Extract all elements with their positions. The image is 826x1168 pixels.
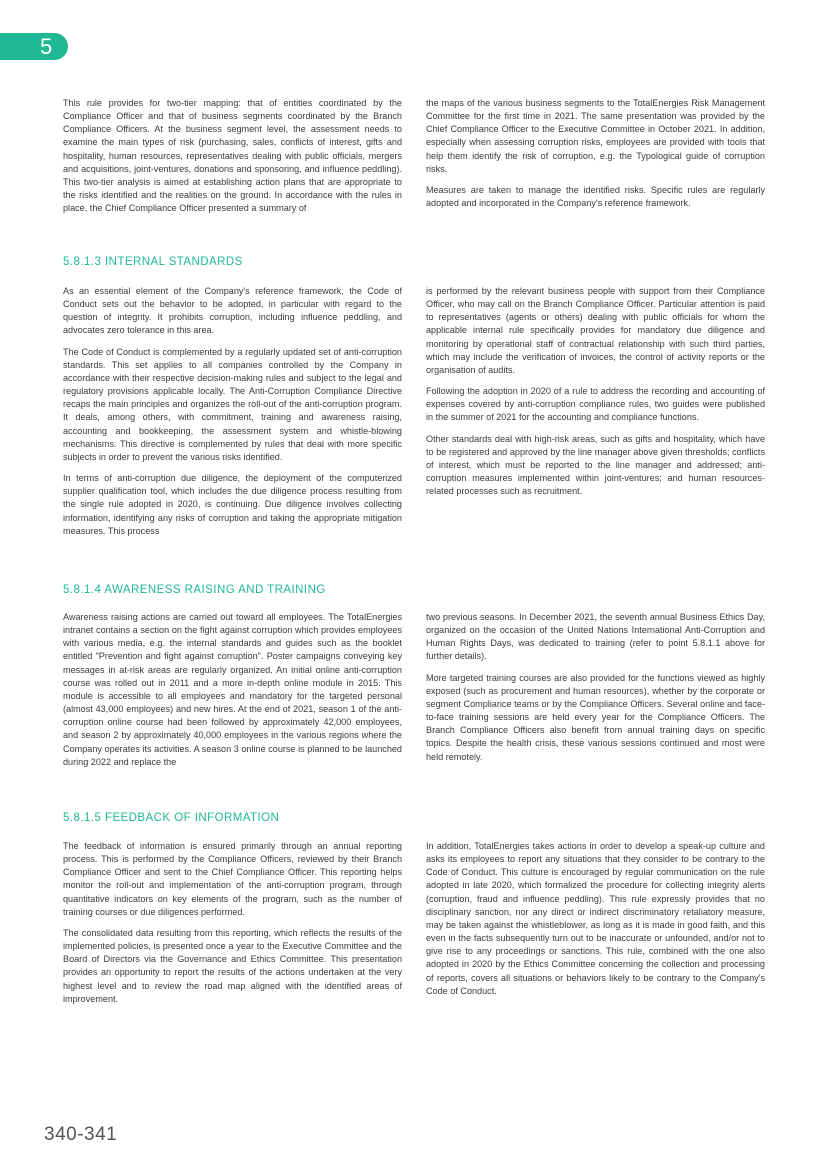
paragraph: The consolidated data resulting from this reporting, which reflects the results of the implemented policies, is presented once a year to the Executive Committee and the Board of Directors via the Governance and Ethics Committee. This presentation provides an opportunity to report the results of the actions undertaken at the very highest level and to review the road map aligned with the identified areas of improvement. — [63, 927, 402, 1004]
paragraph: The Code of Conduct is complemented by a regularly updated set of anti-corruption standards. This set applies to all companies controlled by the Company in accordance with their respective decision-making rules and subject to the legal and regulatory provisions applicable locally. The Anti-Corruption Compliance Directive recaps the main principles and organizes the roll-out of the anti-corruption program. It deals, among others, with commitment, training and awareness raising, accounting and bookkeeping, the assessment system and whistle-blowing mechanisms. This directive is complemented by rules that deal with more specific subjects in order to prevent the various risks identified. — [63, 346, 402, 462]
section-feedback-information — [63, 840, 765, 1014]
section-internal-standards — [63, 285, 765, 546]
paragraph: two previous seasons. In December 2021, the seventh annual Business Ethics Day, organized on the occasion of the United Nations International Anti-Corruption and Human Rights Days, was dedicated to training (refer to point 5.8.1.1 above for further details). — [426, 612, 765, 662]
paragraph: Other standards deal with high-risk areas, such as gifts and hospitality, which have to be registered and approved by the line manager above given thresholds; conflicts of interest, which must be reported to the line manager and addressed; anti-corruption measures implemented within joint-ventures; and human resources-related processes such as recruitment. — [426, 433, 765, 497]
left-column — [63, 611, 402, 777]
paragraph: As an essential element of the Company's reference framework, the Code of Conduct sets out the behavior to be adopted, in particular with regard to the question of integrity. It prohibits corruption, including influence peddling, and advocates zero tolerance in this area. — [63, 286, 402, 336]
intro-block — [63, 97, 765, 223]
chapter-tab: 5 — [0, 33, 68, 60]
right-column — [426, 611, 765, 777]
intro-right-column — [426, 97, 765, 223]
paragraph: Awareness raising actions are carried out toward all employees. The TotalEnergies intranet contains a section on the fight against corruption which provides employees with various media, e.g. the internal standards and guides such as the booklet entitled "Prevention and fight against corruption". Poster campaigns conveying key messages in at-risk areas are regularly organized. An initial online anti-corruption course was rolled out in 2011 and a more in-depth online module in 2015. This module is accessible to all employees and mandatory for the targeted personal (almost 43,000 employees) and new hires. At the end of 2021, season 1 of the anti-corruption online course had been followed by approximately 42,000 employees, and season 2 by approximately 40,000 employees in the various regions where the Company operates its activities. A season 3 online course is planned to be launched during 2022 and replace the — [63, 612, 402, 767]
paragraph: In addition, TotalEnergies takes actions in order to develop a speak-up culture and asks its employees to report any situations that they consider to be contrary to the Code of Conduct. This culture is encouraged by regular communication on the rule adopted in late 2020, which formalized the procedure for collecting integrity alerts (corruption, fraud and influence peddling). This rule expressly provides that no disciplinary sanction, nor any direct or indirect discriminatory retaliatory measure, may be taken against the whistleblower, as long as it is made in good faith, and this even in the facts subsequently turn out to be inaccurate or unfounded, and/or not to give rise to any proceedings or sanctions. This rule, combined with the one also adopted in 2020 by the Ethics Committee concerning the collection and processing of reports, covers all situations or behaviors likely to be contrary to the Company's Code of Conduct. — [426, 841, 765, 996]
section-heading-feedback-information: 5.8.1.5 FEEDBACK OF INFORMATION — [63, 812, 280, 824]
section-heading-internal-standards: 5.8.1.3 INTERNAL STANDARDS — [63, 256, 243, 268]
paragraph: This rule provides for two-tier mapping: that of entities coordinated by the Compliance Officer and that of business segments coordinated by the Branch Compliance Officers. At the business segment level, the assessment needs to examine the main types of risk (purchasing, sales, conflicts of interest, gifts and hospitality, human resources, representatives dealing with public officials, mergers and acquisitions, joint-ventures, donations and sponsoring, and influence peddling). This two-tier analysis is aimed at establishing action plans that are appropriate to the risks identified and the realities on the ground. In accordance with the rules in place, the Chief Compliance Officer presented a summary of — [63, 98, 402, 214]
paragraph: the maps of the various business segments to the TotalEnergies Risk Management Committee for the first time in 2021. The same presentation was provided by the Chief Compliance Officer to the Executive Committee in October 2021. In addition, especially when assessing corruption risks, employees are provided with tools that help them identify the risk of corruption, e.g. the Typological guide of corruption risks. — [426, 98, 765, 174]
paragraph: Measures are taken to manage the identified risks. Specific rules are regularly adopted and incorporated in the Company's reference framework. — [426, 184, 765, 209]
left-column — [63, 285, 402, 546]
right-column — [426, 840, 765, 1014]
paragraph: In terms of anti-corruption due diligence, the deployment of the computerized supplier qualification tool, which includes the due diligence process resulting from the single rule adopted in 2020, is continuing. Due diligence involves collecting information, identifying any risks of corruption and taking the appropriate mitigation measures. This process — [63, 473, 402, 536]
paragraph: Following the adoption in 2020 of a rule to address the recording and accounting of expenses covered by anti-corruption compliance rules, two guides were published in the summer of 2021 for the accounting and compliance functions. — [426, 386, 765, 423]
left-column — [63, 840, 402, 1014]
page-number: 340-341 — [44, 1124, 118, 1145]
intro-left-column — [63, 97, 402, 223]
paragraph: The feedback of information is ensured primarily through an annual reporting process. This is performed by the Compliance Officers, reviewed by their Branch Compliance Officer and sent to the Chief Compliance Officer. This reporting helps monitor the roll-out and implementation of the anti-corruption program, through quantitative indicators on key elements of the program, such as the number of training courses or due diligences performed. — [63, 841, 402, 917]
paragraph: is performed by the relevant business people with support from their Compliance Officer, who may call on the Branch Compliance Officer. Particular attention is paid to representatives (agents or others) dealing with public officials for whom the applicable internal rule specifically provides for mandatory due diligence and monitoring by operational staff of contractual relationship with such third parties, which may include the verification of invoices, the control of activity reports or the organisation of audits. — [426, 286, 765, 375]
section-heading-awareness-training: 5.8.1.4 AWARENESS RAISING AND TRAINING — [63, 584, 326, 596]
right-column — [426, 285, 765, 546]
paragraph: More targeted training courses are also provided for the functions viewed as highly exposed (such as procurement and human resources), whether by the corporate or segment Compliance teams or by the Compliance Officers. Several online and face-to-face training sessions are held every year for the Compliance Officers. The Branch Compliance Officers also benefit from annual training days on specific topics. Despite the health crisis, these various sessions continued and most were held remotely. — [426, 672, 765, 762]
section-awareness-training — [63, 611, 765, 777]
